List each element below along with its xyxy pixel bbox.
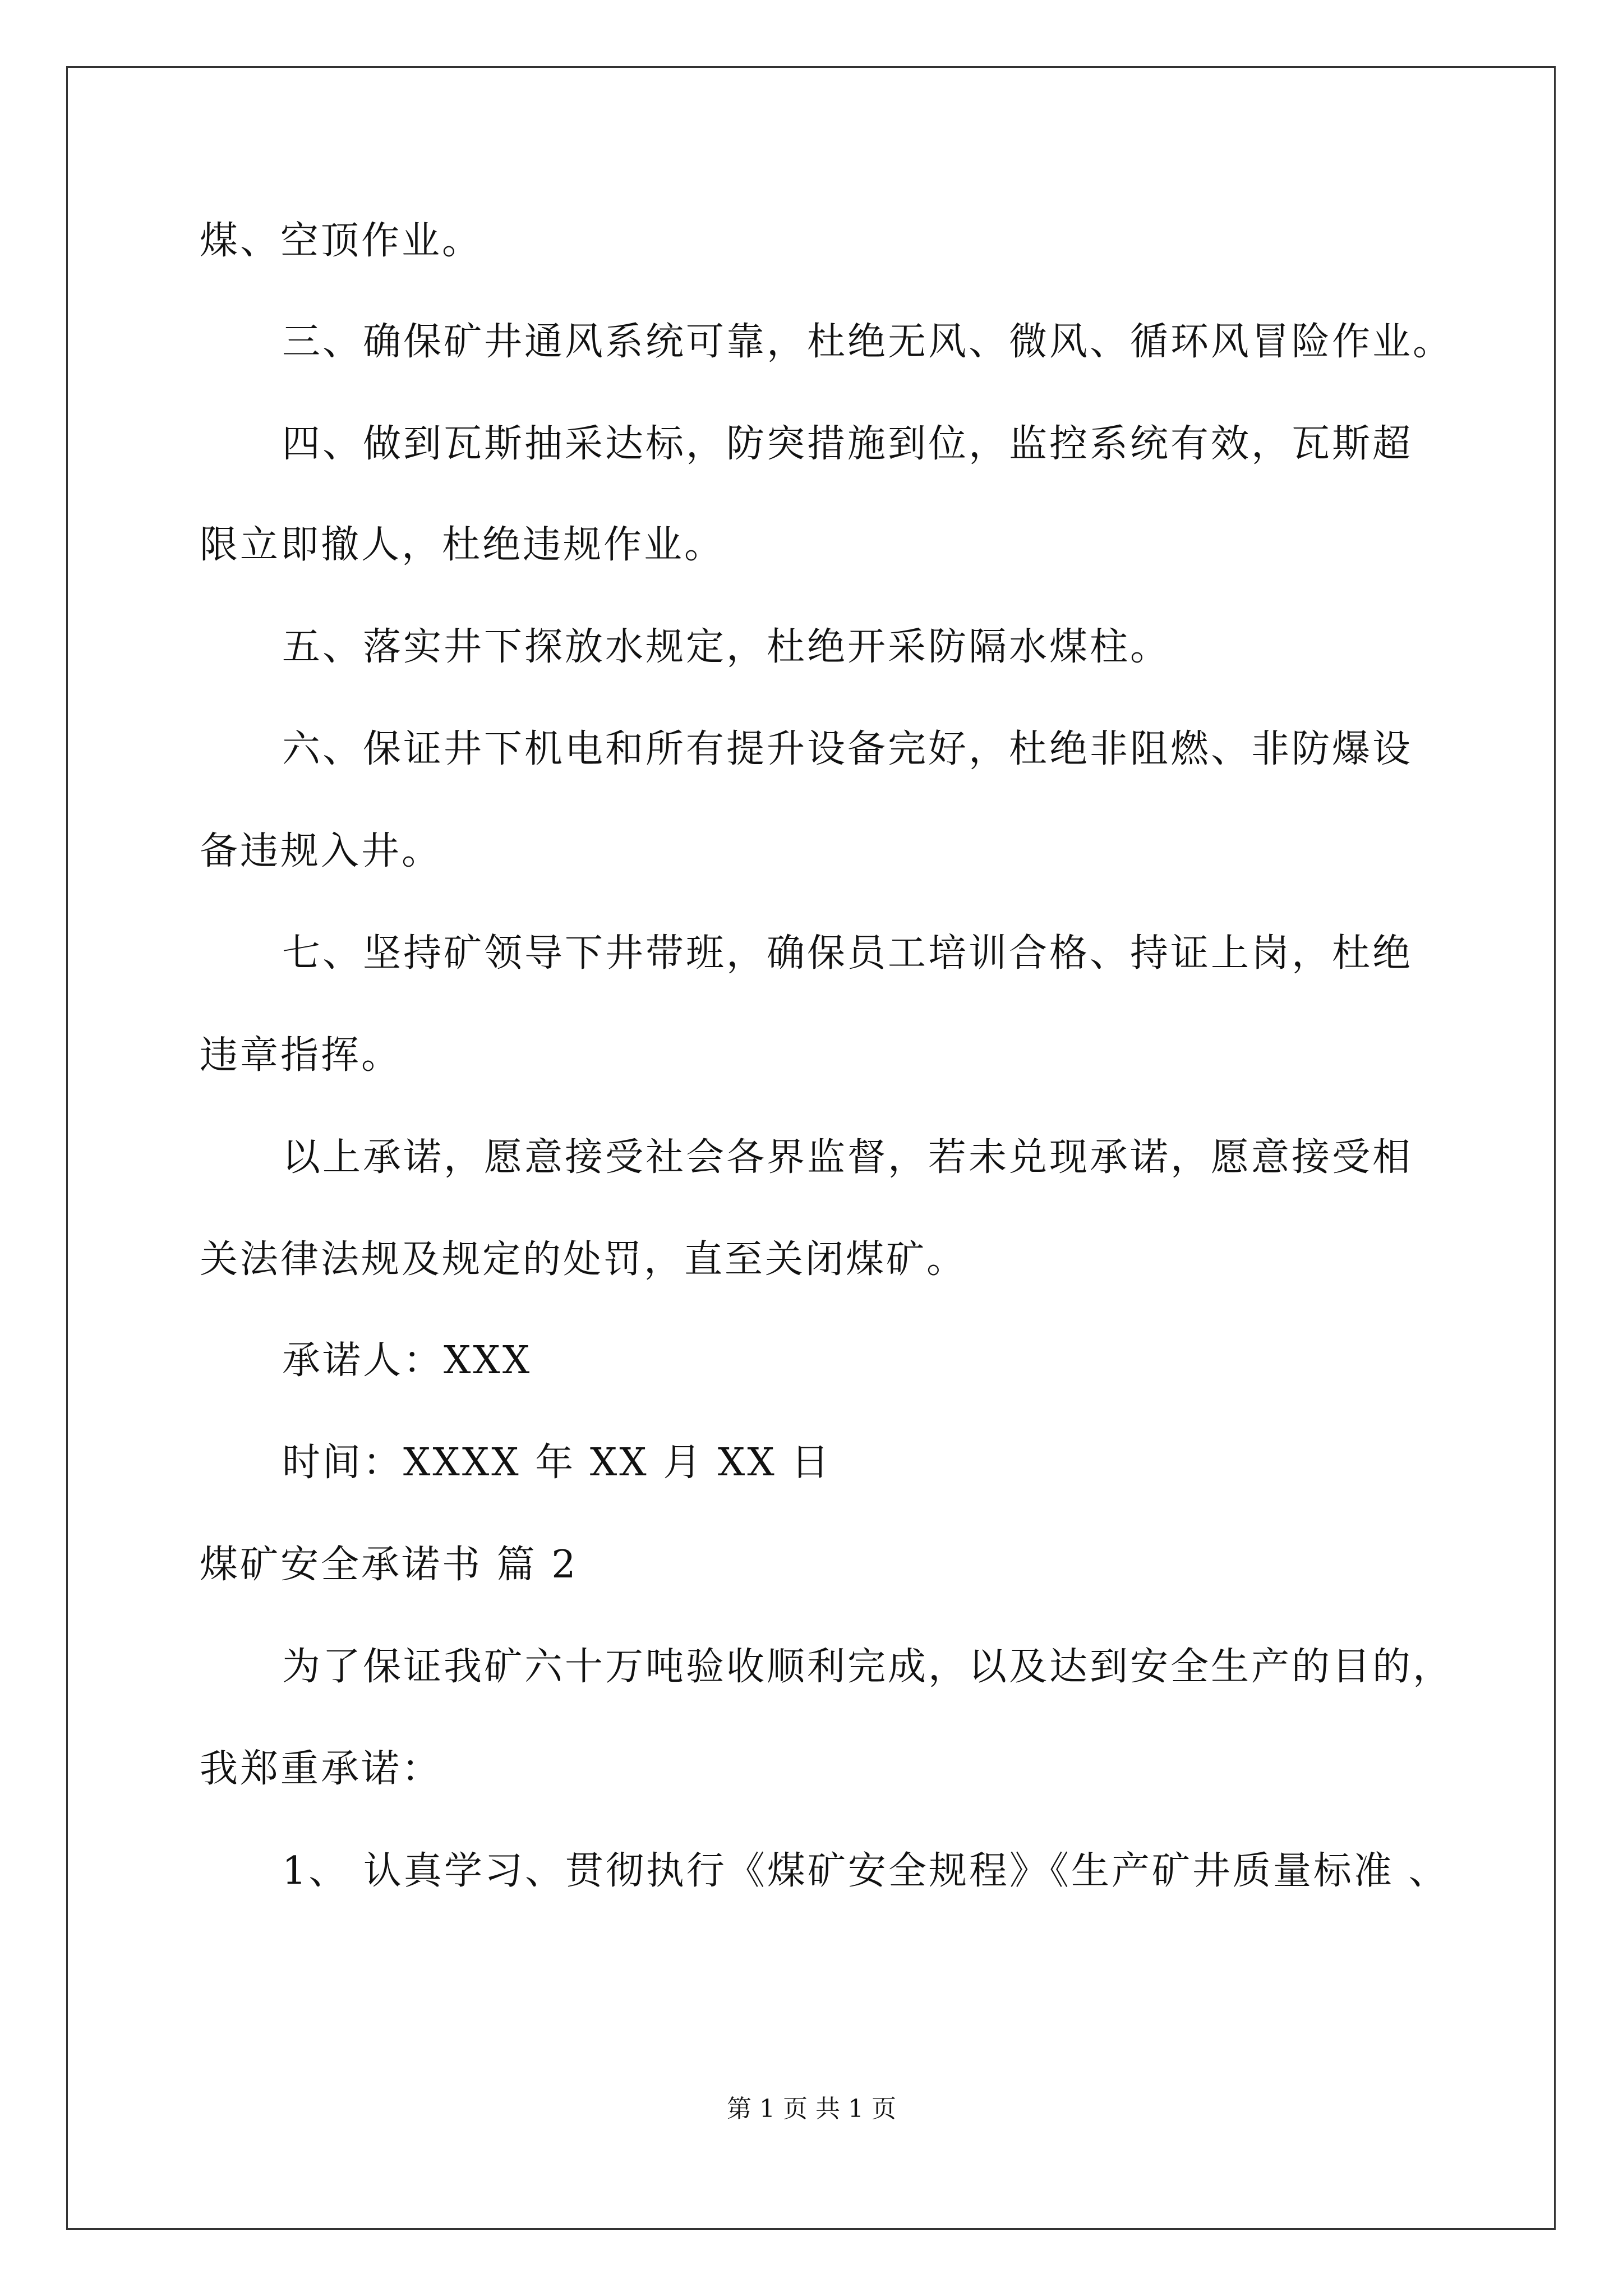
- text-line: 五、落实井下探放水规定，杜绝开采防隔水煤柱。: [282, 625, 1171, 669]
- text-line: 违章指挥。: [200, 1033, 402, 1078]
- text-line: 以上承诺，愿意接受社会各界监督，若未兑现承诺，愿意接受相: [282, 1135, 1413, 1180]
- text-line: 关法律法规及规定的处罚，直至关闭煤矿。: [200, 1237, 967, 1282]
- date-line: 时间：XXXX 年 XX 月 XX 日: [282, 1441, 832, 1485]
- text-line: 四、做到瓦斯抽采达标，防突措施到位，监控系统有效，瓦斯超: [282, 422, 1413, 466]
- text-line: 为了保证我矿六十万吨验收顺利完成，以及达到安全生产的目的，: [282, 1645, 1454, 1689]
- section-heading: 煤矿安全承诺书 篇 2: [200, 1543, 578, 1587]
- text-line: 限立即撤人，杜绝违规作业。: [200, 523, 725, 567]
- text-line: 六、保证井下机电和所有提升设备完好，杜绝非阻燃、非防爆设: [282, 727, 1413, 771]
- page-number-footer: 第 1 页 共 1 页: [727, 2095, 896, 2123]
- text-line: 我郑重承诺：: [200, 1747, 442, 1791]
- text-line: 七、坚持矿领导下井带班，确保员工培训合格、持证上岗，杜绝: [282, 931, 1413, 976]
- text-line: 备违规入井。: [200, 829, 442, 873]
- text-line: 煤、空顶作业。: [200, 219, 483, 263]
- text-line: 1、 认真学习、贯彻执行《煤矿安全规程》《生产矿井质量标准 、: [282, 1849, 1449, 1893]
- signatory-line: 承诺人：XXX: [282, 1338, 532, 1383]
- text-line: 三、确保矿井通风系统可靠，杜绝无风、微风、循环风冒险作业。: [282, 320, 1454, 364]
